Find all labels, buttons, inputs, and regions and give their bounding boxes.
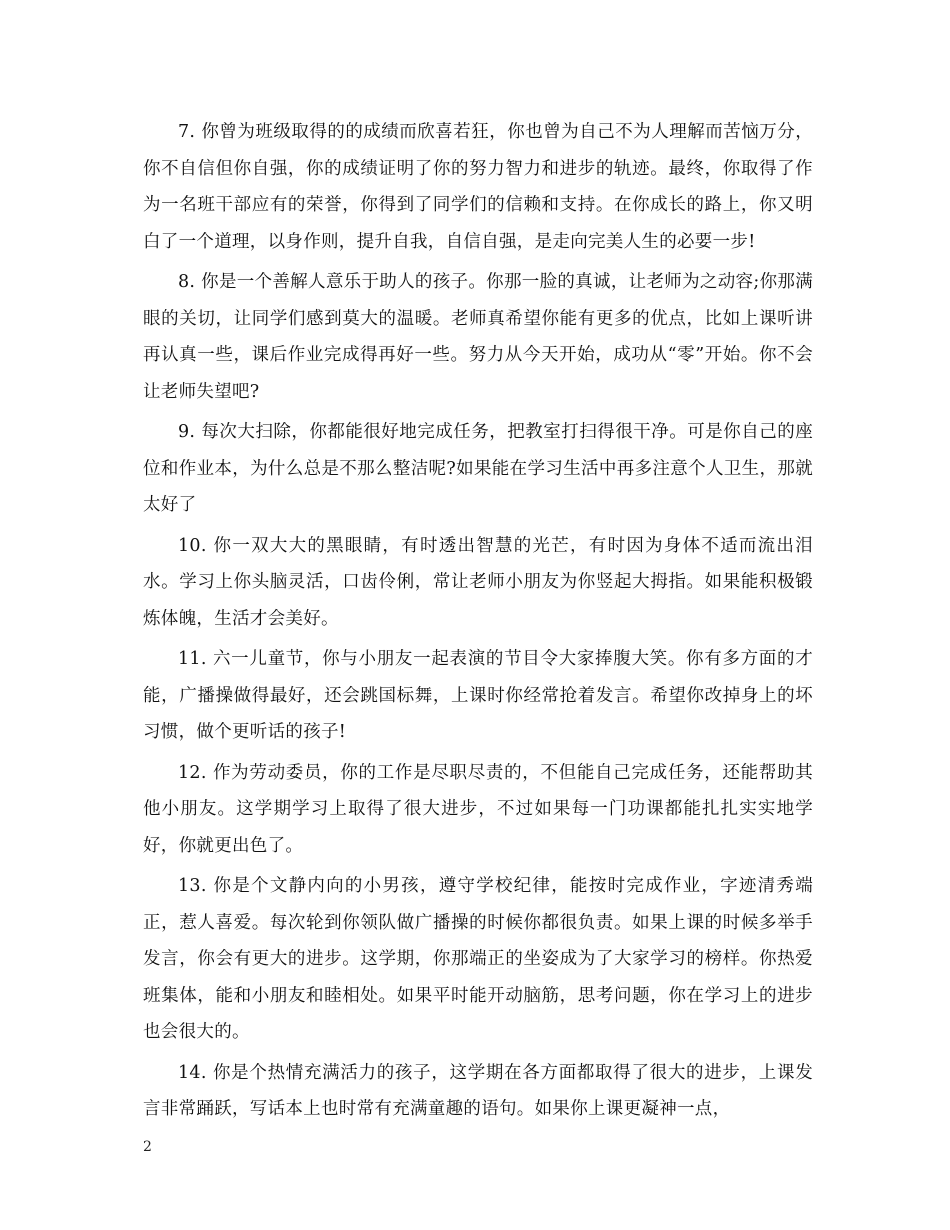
paragraph-12: 12. 作为劳动委员，你的工作是尽职尽责的，不但能自己完成任务，还能帮助其他小朋友。这学期学习上取得了很大进步，不过如果每一门功课都能扎扎实实地学好，你就更出色了。: [143, 762, 813, 856]
paragraph-14: 14. 你是个热情充满活力的孩子，这学期在各方面都取得了很大的进步，上课发言非常踊跃，写话本上也时常有充满童趣的语句。如果你上课更凝神一点，: [143, 1062, 813, 1119]
paragraph-8: 8. 你是一个善解人意乐于助人的孩子。你那一脸的真诚，让老师为之动容;你那满眼的关切，让同学们感到莫大的温暖。老师真希望你能有更多的优点，比如上课听讲再认真一些，课后作业完成得再好一些。努力从今天开始，成功从“零”开始。你不会让老师失望吧?: [143, 272, 813, 402]
paragraph-13: 13. 你是个文静内向的小男孩，遵守学校纪律，能按时完成作业，字迹清秀端正，惹人喜爱。每次轮到你领队做广播操的时候你都很负责。如果上课的时候多举手发言，你会有更大的进步。这学期，你那端正的坐姿成为了大家学习的榜样。你热爱班集体，能和小朋友和睦相处。如果平时能开动脑筋，思考问题，你在学习上的进步也会很大的。: [143, 876, 813, 1042]
page-number: 2: [143, 1139, 152, 1155]
paragraph-7: 7. 你曾为班级取得的的成绩而欣喜若狂，你也曾为自己不为人理解而苦恼万分，你不自信但你自强，你的成绩证明了你的努力智力和进步的轨迹。最终，你取得了作为一名班干部应有的荣誉，你得到了同学们的信赖和支持。在你成长的路上，你又明白了一个道理，以身作则，提升自我，自信自强，是走向完美人生的必要一步!: [143, 122, 813, 252]
document-body: [143, 114, 813, 1132]
paragraph-11: 11. 六一儿童节，你与小朋友一起表演的节目令大家捧腹大笑。你有多方面的才能，广播操做得最好，还会跳国标舞，上课时你经常抢着发言。希望你改掉身上的坏习惯，做个更听话的孩子!: [143, 649, 813, 742]
paragraph-9: 9. 每次大扫除，你都能很好地完成任务，把教室打扫得很干净。可是你自己的座位和作业本，为什么总是不那么整洁呢?如果能在学习生活中再多注意个人卫生，那就太好了: [143, 422, 813, 515]
paragraph-10: 10. 你一双大大的黑眼睛，有时透出智慧的光芒，有时因为身体不适而流出泪水。学习上你头脑灵活，口齿伶俐，常让老师小朋友为你竖起大拇指。如果能积极锻炼体魄，生活才会美好。: [143, 535, 813, 629]
